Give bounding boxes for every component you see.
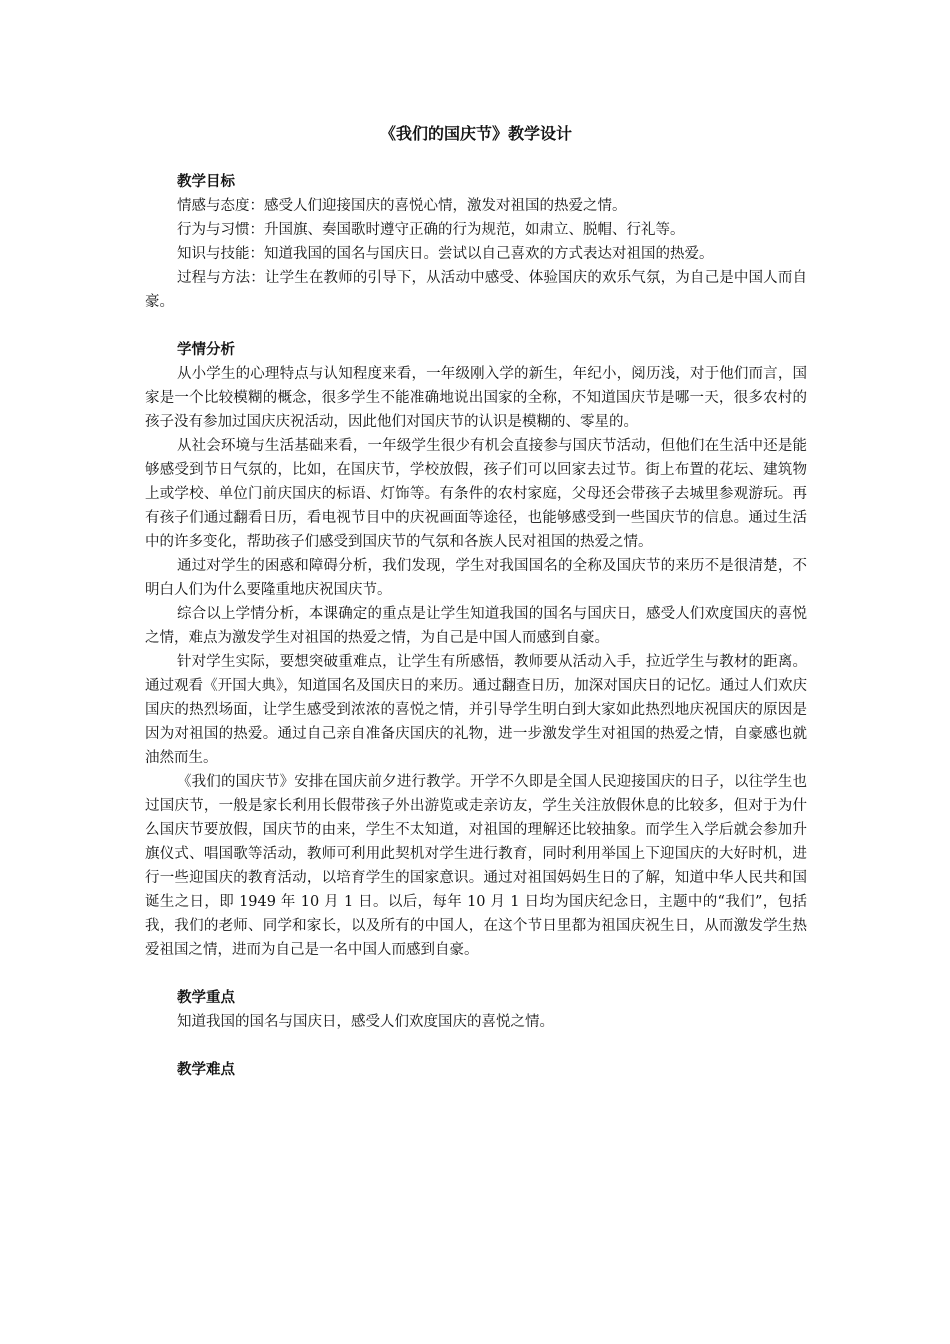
section-spacer xyxy=(145,314,807,338)
page-title: 《我们的国庆节》教学设计 xyxy=(379,124,572,143)
paragraph: 从小学生的心理特点与认知程度来看，一年级刚入学的新生，年纪小，阅历浅，对于他们而言，国家是一个比较模糊的概念，很多学生不能准确地说出国家的全称，不知道国庆节是哪一天，很多农村的孩子没有参加过国庆庆祝活动，因此他们对国庆节的认识是模糊的、零星的。 xyxy=(145,366,807,430)
document-body xyxy=(145,120,807,1082)
section-spacer xyxy=(145,1034,807,1058)
section-teaching-objectives xyxy=(145,170,807,314)
paragraph: 知道我国的国名与国庆日，感受人们欢度国庆的喜悦之情。 xyxy=(177,1014,554,1030)
paragraph: 过程与方法：让学生在教师的引导下，从活动中感受、体验国庆的欢乐气氛，为自己是中国人而自豪。 xyxy=(145,270,807,310)
section-teaching-difficulty xyxy=(145,1058,807,1082)
paragraph: 通过对学生的困惑和障碍分析，我们发现，学生对我国国名的全称及国庆节的来历不是很清楚，不明白人们为什么要隆重地庆祝国庆节。 xyxy=(145,558,807,598)
paragraph: 从社会环境与生活基础来看，一年级学生很少有机会直接参与国庆节活动，但他们在生活中还是能够感受到节日气氛的，比如，在国庆节，学校放假，孩子们可以回家去过节。街上布置的花坛、建筑物上或学校、单位门前庆国庆的标语、灯饰等。有条件的农村家庭，父母还会带孩子去城里参观游玩。再有孩子们通过翻看日历，看电视节目中的庆祝画面等途径，也能够感受到一些国庆节的信息。通过生活中的许多变化，帮助孩子们感受到国庆节的气氛和各族人民对祖国的热爱之情。 xyxy=(145,438,807,550)
paragraph: 知识与技能：知道我国的国名与国庆日。尝试以自己喜欢的方式表达对祖国的热爱。 xyxy=(177,246,714,262)
section-teaching-focus xyxy=(145,986,807,1034)
section-spacer xyxy=(145,962,807,986)
paragraph: 情感与态度：感受人们迎接国庆的喜悦心情，激发对祖国的热爱之情。 xyxy=(177,198,627,214)
paragraph: 行为与习惯：升国旗、奏国歌时遵守正确的行为规范，如肃立、脱帽、行礼等。 xyxy=(177,222,685,238)
section-heading: 教学难点 xyxy=(177,1062,235,1078)
paragraph: 《我们的国庆节》安排在国庆前夕进行教学。开学不久即是全国人民迎接国庆的日子，以往学生也过国庆节，一般是家长利用长假带孩子外出游览或走亲访友，学生关注放假休息的比较多，但对于为什么国庆节要放假，国庆节的由来，学生不太知道，对祖国的理解还比较抽象。而学生入学后就会参加升旗仪式、唱国歌等活动，教师可利用此契机对学生进行教育，同时利用举国上下迎国庆的大好时机，进行一些迎国庆的教育活动，以培育学生的国家意识。通过对祖国妈妈生日的了解，知道中华人民共和国诞生之日，即 1949 年 10 月 1 日。以后，每年 10 月 1 日均为国庆纪念日，主题中的“我们”，包括我，我们的老师、同学和家长，以及所有的中国人，在这个节日里都为祖国庆祝生日，从而激发学生热爱祖国之情，进而为自己是一名中国人而感到自豪。 xyxy=(145,774,807,958)
section-heading: 学情分析 xyxy=(177,342,235,358)
section-learner-analysis xyxy=(145,338,807,962)
section-heading: 教学目标 xyxy=(177,174,235,190)
paragraph: 综合以上学情分析，本课确定的重点是让学生知道我国的国名与国庆日，感受人们欢度国庆的喜悦之情，难点为激发学生对祖国的热爱之情，为自己是中国人而感到自豪。 xyxy=(145,606,807,646)
paragraph: 针对学生实际，要想突破重难点，让学生有所感悟，教师要从活动入手，拉近学生与教材的距离。通过观看《开国大典》，知道国名及国庆日的来历。通过翻查日历，加深对国庆日的记忆。通过人们欢庆国庆的热烈场面，让学生感受到浓浓的喜悦之情，并引导学生明白到大家如此热烈地庆祝国庆的原因是因为对祖国的热爱。通过自己亲自准备庆国庆的礼物，进一步激发学生对祖国的热爱之情，自豪感也就油然而生。 xyxy=(145,654,807,766)
section-heading: 教学重点 xyxy=(177,990,235,1006)
